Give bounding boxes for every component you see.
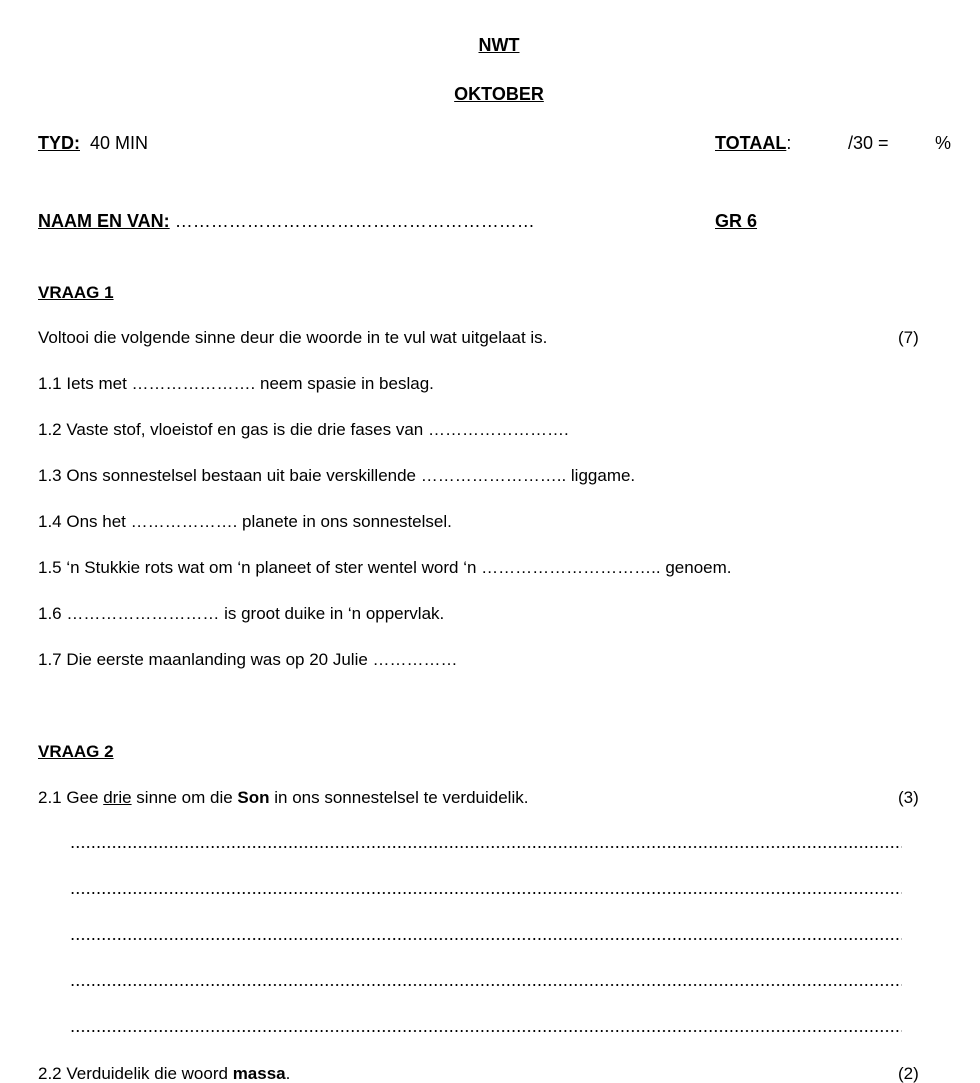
time-row <box>38 134 148 152</box>
question-item-1-4[interactable]: 1.4 Ons het ………………. planete in ons sonnestelsel. <box>38 512 452 531</box>
month-title: OKTOBER <box>454 84 544 104</box>
question-item-1-3[interactable]: 1.3 Ons sonnestelsel bestaan uit baie verskillende …………………….. liggame. <box>38 466 636 485</box>
total-score: /30 = <box>848 133 889 153</box>
question-item-1-2[interactable]: 1.2 Vaste stof, vloeistof en gas is die drie fases van ……………………. <box>38 420 569 439</box>
question-item-1-6[interactable]: 1.6 ……………………… is groot duike in ‘n oppervlak. <box>38 604 445 623</box>
question-item-1-1[interactable]: 1.1 Iets met …………………. neem spasie in beslag. <box>38 374 434 393</box>
q21-prefix: 2.1 Gee <box>38 788 104 807</box>
total-percent: % <box>935 133 952 153</box>
q22-suffix: . <box>285 1064 291 1083</box>
question1-marks: (7) <box>898 328 919 347</box>
answer-line-5[interactable] <box>70 1030 902 1032</box>
q21-underlined: drie <box>103 788 132 807</box>
subject-title: NWT <box>478 35 520 55</box>
name-blank[interactable]: …………………………………………………… <box>174 211 535 231</box>
question1-title: VRAAG 1 <box>38 283 114 302</box>
question-2-2 <box>38 1065 290 1082</box>
question-2-1 <box>38 789 528 806</box>
total-label-wrap <box>715 134 791 152</box>
time-value: 40 MIN <box>90 133 149 153</box>
question-item-1-7[interactable]: 1.7 Die eerste maanlanding was op 20 Julie …………… <box>38 650 458 669</box>
q21-middle: sinne om die <box>131 788 238 807</box>
name-row <box>38 212 535 230</box>
question-item-1-5[interactable]: 1.5 ‘n Stukkie rots wat om ‘n planeet of ster wentel word ‘n ………………………….. genoem. <box>38 558 732 577</box>
q22-prefix: 2.2 Verduidelik die woord <box>38 1064 233 1083</box>
question-2-2-marks: (2) <box>898 1064 919 1083</box>
name-label: NAAM EN VAN: <box>38 211 170 231</box>
q21-bold: Son <box>237 788 270 807</box>
question1-instruction: Voltooi die volgende sinne deur die woorde in te vul wat uitgelaat is. <box>38 328 548 347</box>
q22-bold: massa <box>232 1064 286 1083</box>
answer-line-4[interactable] <box>70 984 902 986</box>
answer-line-1[interactable] <box>70 846 902 848</box>
total-label: TOTAAL <box>715 133 787 153</box>
question2-title: VRAAG 2 <box>38 742 114 761</box>
answer-line-2[interactable] <box>70 892 902 894</box>
time-label: TYD: <box>38 133 80 153</box>
grade-label: GR 6 <box>715 211 758 231</box>
answer-line-3[interactable] <box>70 938 902 940</box>
question-2-1-marks: (3) <box>898 788 919 807</box>
total-colon: : <box>786 133 792 153</box>
q21-suffix: in ons sonnestelsel te verduidelik. <box>269 788 529 807</box>
